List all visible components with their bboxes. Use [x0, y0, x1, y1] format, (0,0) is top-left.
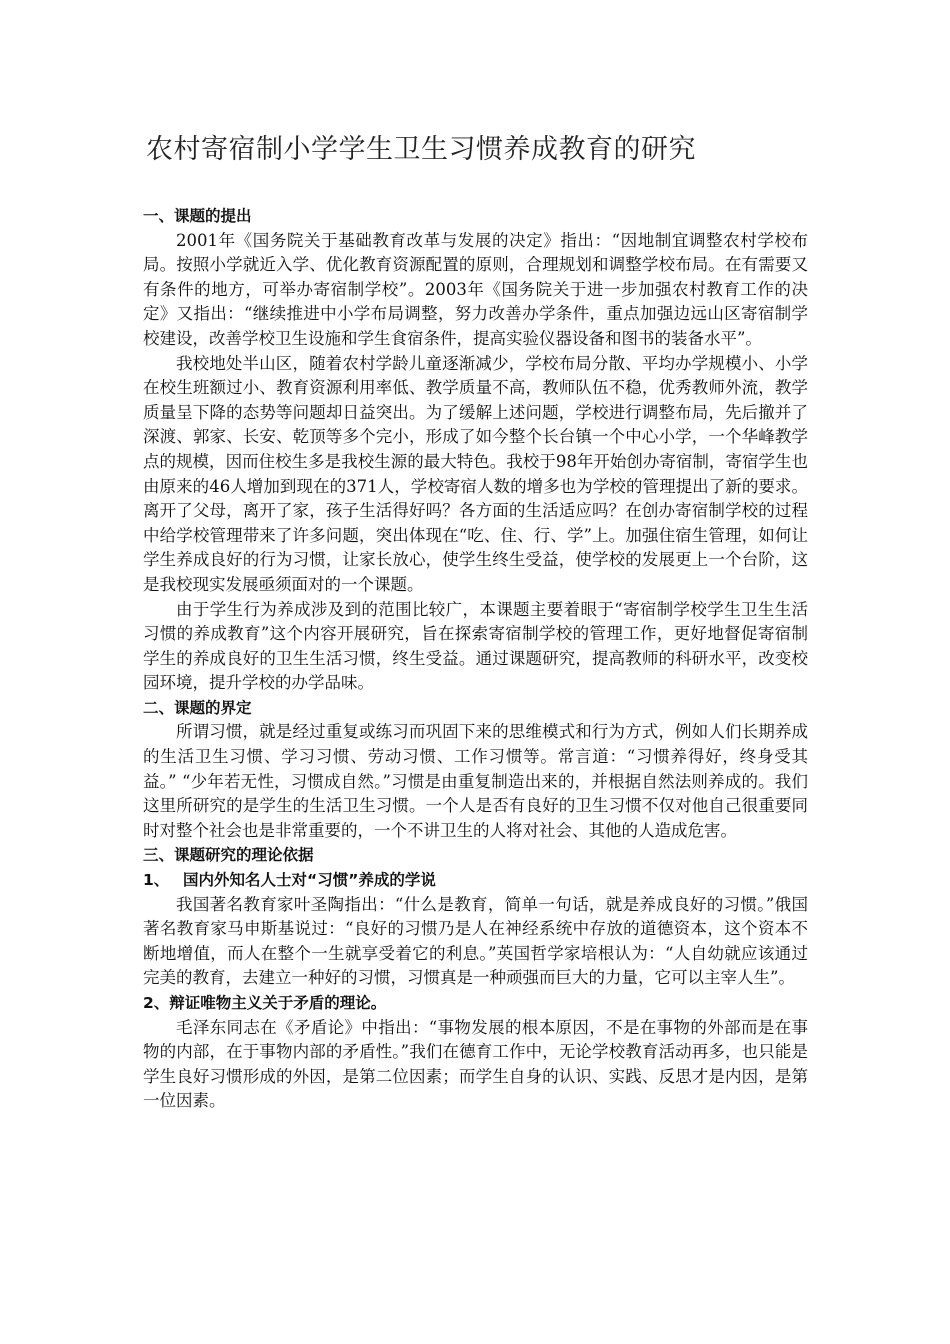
- subsection-heading-2: [143, 991, 808, 1016]
- paragraph: 所谓习惯，就是经过重复或练习而巩固下来的思维模式和行为方式，例如人们长期养成的生活卫生习惯、学习习惯、劳动习惯、工作习惯等。常言道：“习惯养得好，终身受其益。” “少年若无性，习惯成自然。”习惯是由重复制造出来的，并根据自然法则养成的。我们这里所研究的是学生的生活卫生习惯。一个人是否有良好的卫生习惯不仅对他自己很重要同时对整个社会也是非常重要的，一个不讲卫生的人将对社会、其他的人造成危害。: [143, 722, 808, 840]
- paragraph: 毛泽东同志在《矛盾论》中指出：“事物发展的根本原因，不是在事物的外部而是在事物的内部，在于事物内部的矛盾性。”我们在德育工作中，无论学校教育活动再多，也只能是学生良好习惯形成的外因，是第二位因素；而学生自身的认识、实践、反思才是内因，是第一位因素。: [143, 1017, 808, 1111]
- paragraph: 由于学生行为养成涉及到的范围比较广，本课题主要着眼于“寄宿制学校学生卫生生活习惯的养成教育”这个内容开展研究，旨在探索寄宿制学校的管理工作，更好地督促寄宿制学生的养成良好的卫生生活习惯，终生受益。通过课题研究，提高教师的科研水平，改变校园环境，提升学校的办学品味。: [143, 599, 808, 693]
- paragraph: 我国著名教育家叶圣陶指出：“什么是教育，简单一句话，就是养成良好的习惯。”俄国著名教育家马申斯基说过：“良好的习惯乃是人在神经系统中存放的道德资本，这个资本不断地增值，而人在整个一生就享受着它的利息。”英国哲学家培根认为：“人自幼就应该通过完美的教育，去建立一种好的习惯，习惯真是一种顽强而巨大的力量，它可以主宰人生”。: [143, 894, 808, 988]
- subsection-title: 国内外知名人士对“习惯”养成的学说: [183, 871, 436, 890]
- document-title: 农村寄宿制小学学生卫生习惯养成教育的研究: [146, 134, 696, 165]
- document-page: [143, 130, 808, 1114]
- section-heading-3: 三、课题研究的理论依据: [143, 846, 314, 865]
- section-heading-2: 二、课题的界定: [143, 698, 252, 717]
- section-heading-1: 一、课题的提出: [143, 207, 252, 225]
- paragraph: 我校地处半山区，随着农村学龄儿童逐渐减少，学校布局分散、平均办学规模小、小学在校生班额过小、教育资源利用率低、教学质量不高，教师队伍不稳，优秀教师外流，教学质量呈下降的态势等问题却日益突出。为了缓解上述问题，学校进行调整布局，先后撤并了深渡、郭家、长安、乾顶等多个完小，形成了如今整个长台镇一个中心小学，一个华峰教学点的规模，因而住校生多是我校生源的最大特色。我校于98年开始创办寄宿制，寄宿学生也由原来的46人增加到现在的371人，学校寄宿人数的增多也为学校的管理提出了新的要求。离开了父母，离开了家，孩子生活得好吗？各方面的生活适应吗？在创办寄宿制学校的过程中给学校管理带来了许多问题，突出体现在“吃、住、行、学”上。加强住宿生管理，如何让学生养成良好的行为习惯，让家长放心，使学生终生受益，使学校的发展更上一个台阶，这是我校现实发展亟须面对的一个课题。: [143, 353, 808, 594]
- subsection-title: 2、辩证唯物主义关于矛盾的理论。: [143, 994, 387, 1012]
- subsection-number: 1、: [143, 871, 170, 890]
- subsection-heading-1: [143, 868, 808, 893]
- paragraph: 2001年《国务院关于基础教育改革与发展的决定》指出：“因地制宜调整农村学校布局。按照小学就近入学、优化教育资源配置的原则，合理规划和调整学校布局。在有需要又有条件的地方，可举办寄宿制学校”。2003年《国务院关于进一步加强农村教育工作的决定》又指出：“继续推进中小学布局调整，努力改善办学条件，重点加强边远山区寄宿制学校建设，改善学校卫生设施和学生食宿条件，提高实验仪器设备和图书的装备水平”。: [143, 230, 808, 348]
